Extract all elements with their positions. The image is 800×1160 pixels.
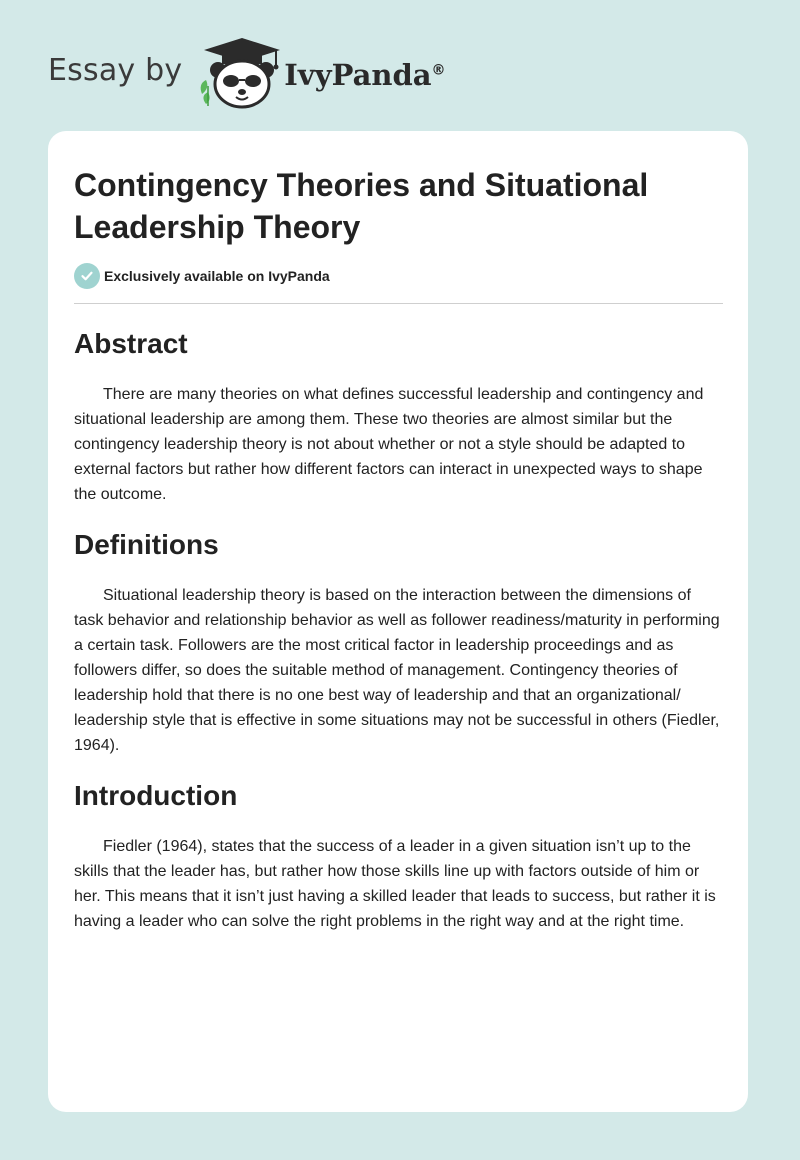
brand-name-text: IvyPanda: [284, 58, 432, 92]
section-heading-abstract: Abstract: [74, 328, 188, 359]
brand-prefix: Essay by: [48, 52, 183, 88]
brand-header[interactable]: [48, 36, 446, 110]
section-body-introduction: Fiedler (1964), states that the success of a leader in a given situation isn’t up to the skills that the leader has, but rather how those skills line up with factors outside of him or her. This means that it isn’t just having a skilled leader that leads to success, but rather it is having a leader who can solve the right problems in the right way and at the right time.: [74, 838, 716, 930]
badge-label: Exclusively available on IvyPanda: [104, 268, 330, 284]
exclusive-badge: [74, 263, 330, 289]
divider: [74, 303, 723, 304]
page-title: Contingency Theories and Situational Leadership Theory: [74, 167, 649, 245]
panda-logo-icon: [196, 36, 288, 110]
section-body-abstract: There are many theories on what defines successful leadership and contingency and situational leadership are among them. These two theories are almost similar but the contingency leadership theory is not about whether or not a style should be adapted to external factors but rather how different factors can interact in unexpected ways to shape the outcome.: [74, 386, 704, 503]
section-body-definitions: Situational leadership theory is based on the interaction between the dimensions of task behavior and relationship behavior as well as follower readiness/maturity in performing a certain task. Followers are the most critical factor in leadership proceedings and as followers differ, so does the suitable method of management. Contingency theories of leadership hold that there is no one best way of leadership and that an organizational/ leadership style that is effective in some situations may not be successful in others (Fiedler, 1964).: [74, 587, 720, 754]
registered-mark: ®: [431, 62, 446, 79]
essay-content: [74, 326, 723, 954]
essay-card: [48, 131, 748, 1112]
section-heading-introduction: Introduction: [74, 780, 238, 811]
section-heading-definitions: Definitions: [74, 529, 219, 560]
check-circle-icon: [74, 263, 100, 289]
brand-name: [284, 58, 445, 92]
